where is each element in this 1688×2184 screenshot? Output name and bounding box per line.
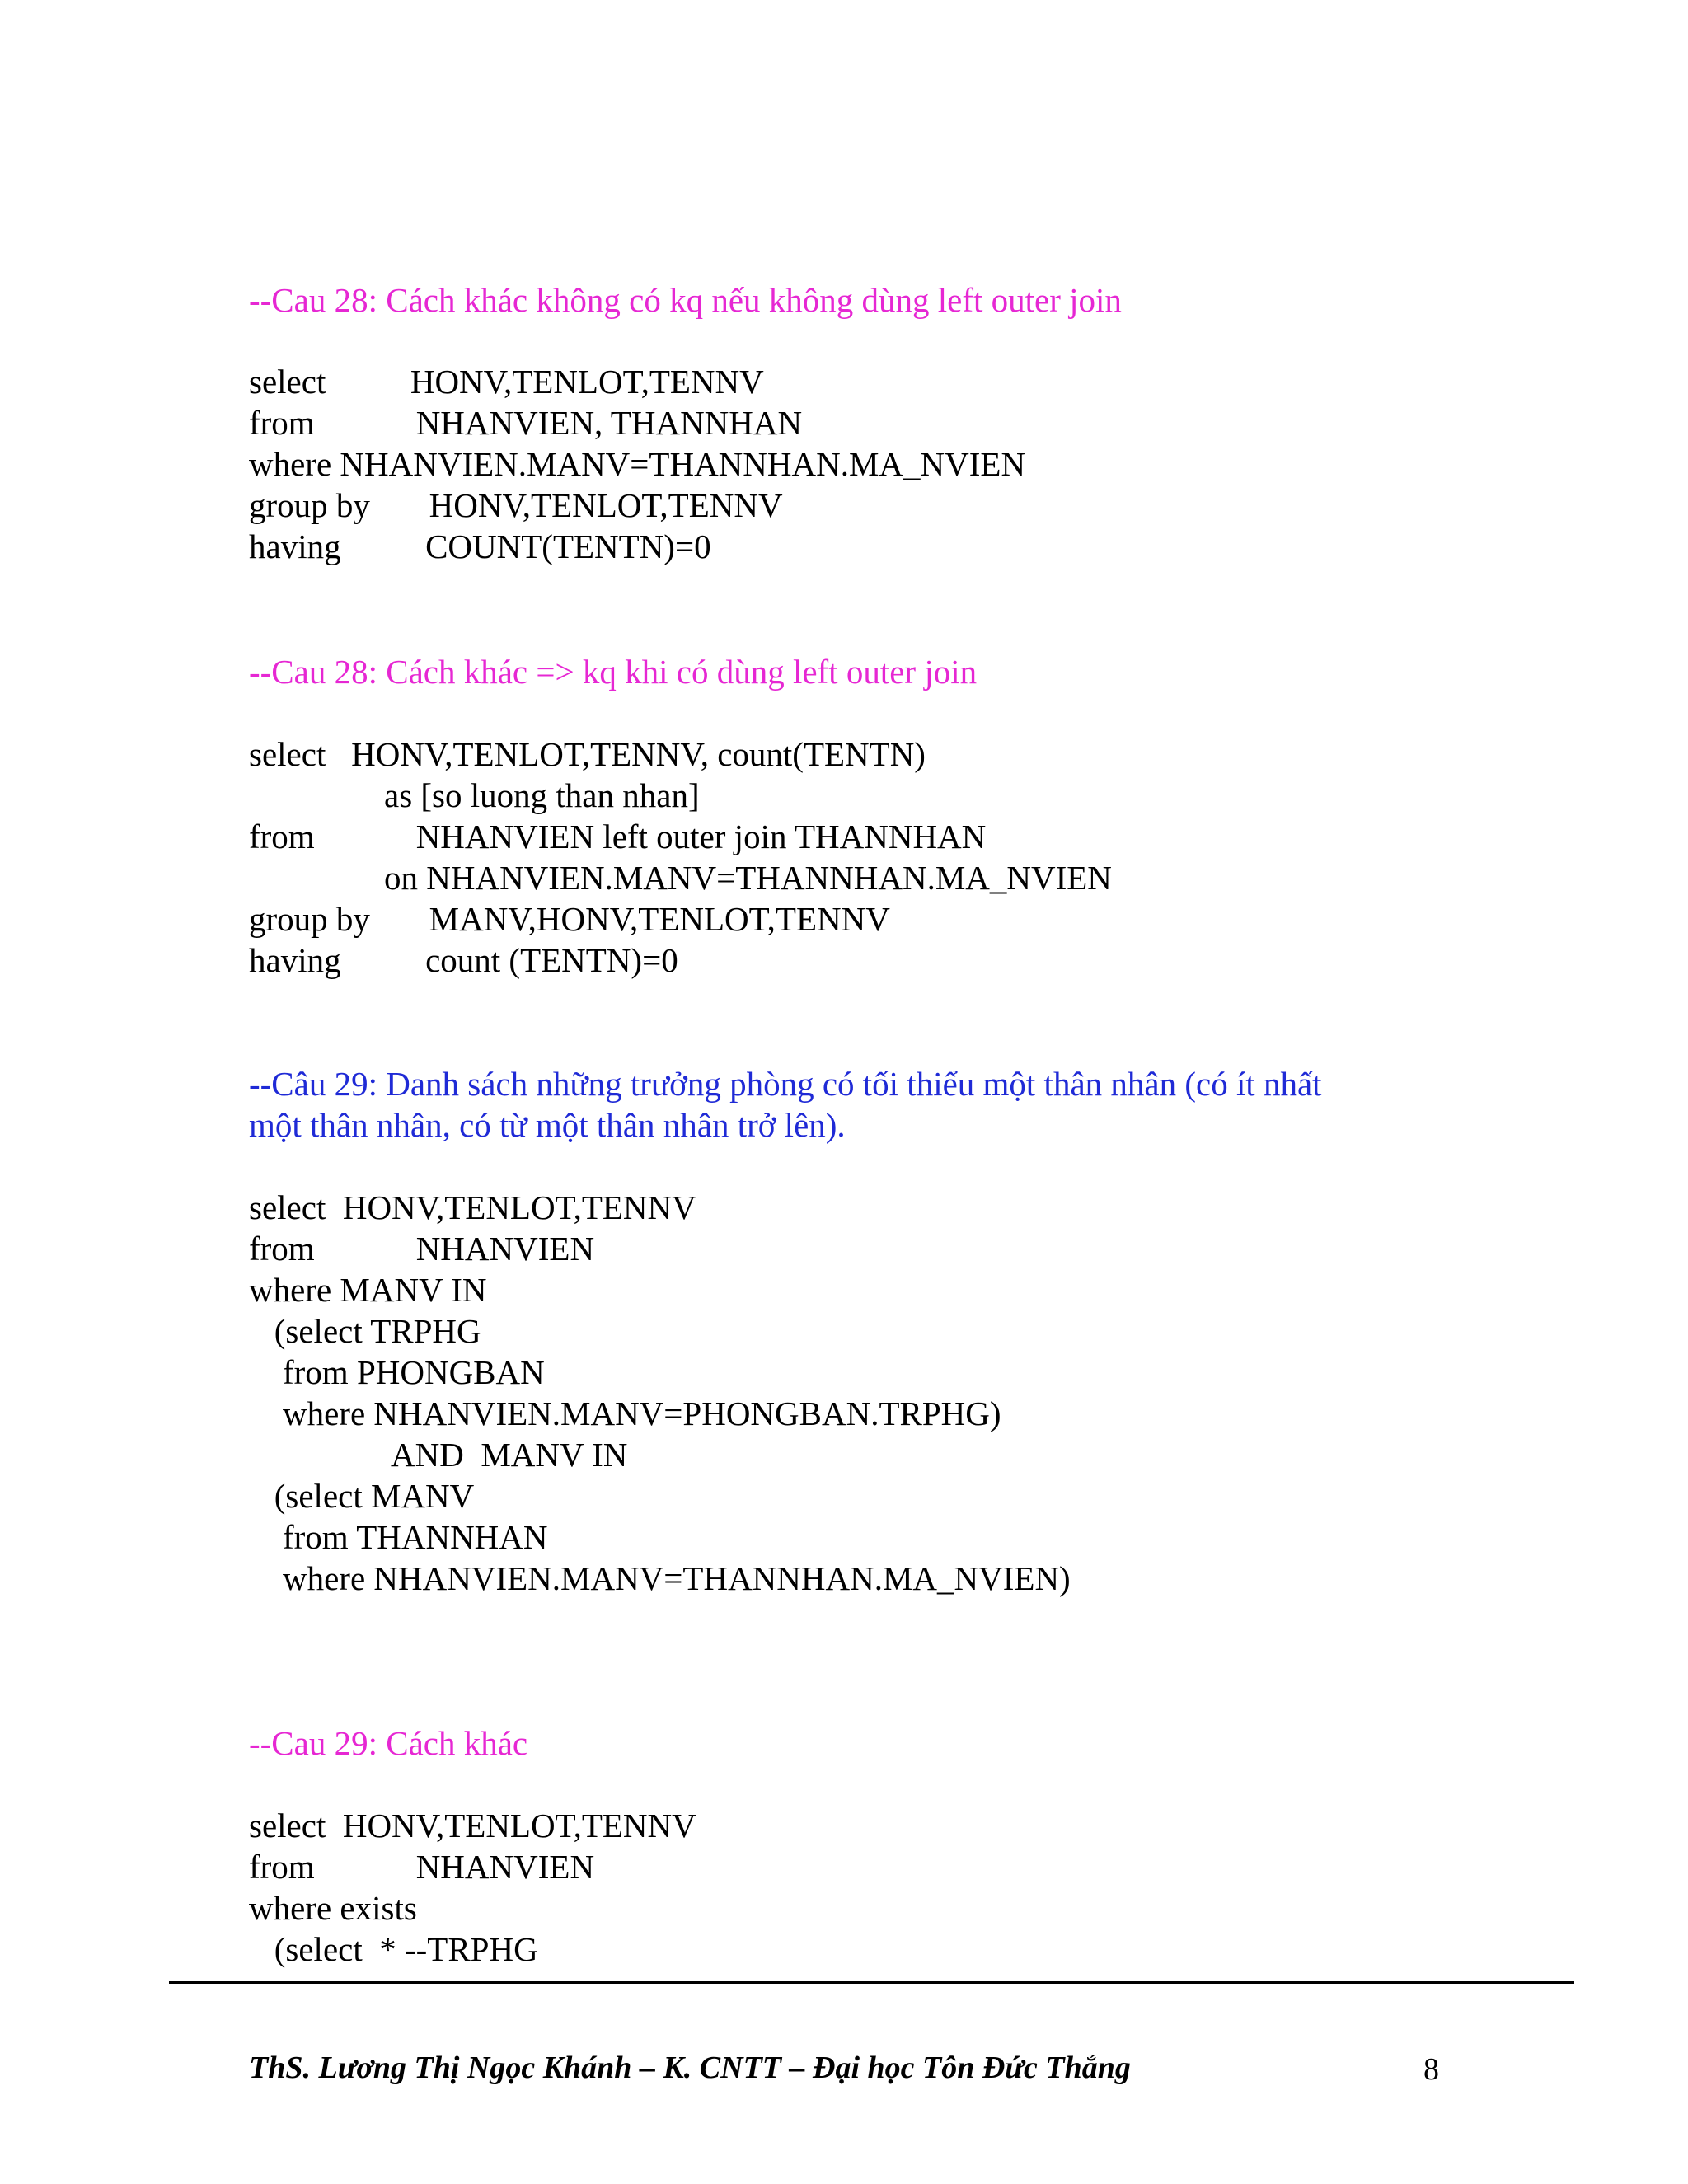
code-line: from THANNHAN: [249, 1518, 548, 1556]
code-line: select HONV,TENLOT,TENNV, count(TENTN): [249, 735, 926, 773]
code-line: where NHANVIEN.MANV=PHONGBAN.TRPHG): [249, 1394, 1001, 1432]
code-line: having COUNT(TENTN)=0: [249, 527, 711, 565]
comment-cau-28-b: --Cau 28: Cách khác => kq khi có dùng left outer join: [249, 653, 978, 691]
code-line: (select TRPHG: [249, 1312, 481, 1350]
comment-cau-28-a: --Cau 28: Cách khác không có kq nếu không dùng left outer join: [249, 281, 1122, 319]
code-line: from NHANVIEN: [249, 1230, 595, 1268]
code-line: on NHANVIEN.MANV=THANNHAN.MA_NVIEN: [249, 859, 1112, 897]
code-line: AND MANV IN: [249, 1436, 628, 1474]
code-line: group by HONV,TENLOT,TENNV: [249, 486, 783, 524]
code-line: as [so luong than nhan]: [249, 776, 700, 814]
comment-cau-29: --Câu 29: Danh sách những trưởng phòng có tối thiểu một thân nhân (có ít nhất: [249, 1065, 1322, 1103]
code-line: from NHANVIEN left outer join THANNHAN: [249, 818, 987, 855]
footer-author: ThS. Lương Thị Ngọc Khánh – K. CNTT – Đại học Tôn Đức Thắng: [249, 2050, 1131, 2085]
comment-cau-29-b: --Cau 29: Cách khác: [249, 1724, 528, 1762]
code-line: from PHONGBAN: [249, 1353, 545, 1391]
code-line: (select MANV: [249, 1477, 475, 1515]
code-line: where NHANVIEN.MANV=THANNHAN.MA_NVIEN): [249, 1559, 1071, 1597]
code-line: (select * --TRPHG: [249, 1930, 538, 1968]
code-line: where NHANVIEN.MANV=THANNHAN.MA_NVIEN: [249, 445, 1026, 483]
code-line: select HONV,TENLOT,TENNV: [249, 1807, 696, 1844]
code-line: having count (TENTN)=0: [249, 941, 678, 979]
page-number: 8: [1423, 2052, 1439, 2087]
code-line: group by MANV,HONV,TENLOT,TENNV: [249, 900, 890, 938]
code-line: where exists: [249, 1889, 417, 1927]
code-line: where MANV IN: [249, 1271, 487, 1309]
footer-divider: [169, 1981, 1574, 1984]
comment-cau-29-cont: một thân nhân, có từ một thân nhân trở lên).: [249, 1106, 846, 1144]
code-line: select HONV,TENLOT,TENNV: [249, 1188, 696, 1226]
code-line: from NHANVIEN, THANNHAN: [249, 404, 803, 442]
code-line: select HONV,TENLOT,TENNV: [249, 363, 764, 401]
code-line: from NHANVIEN: [249, 1848, 595, 1886]
